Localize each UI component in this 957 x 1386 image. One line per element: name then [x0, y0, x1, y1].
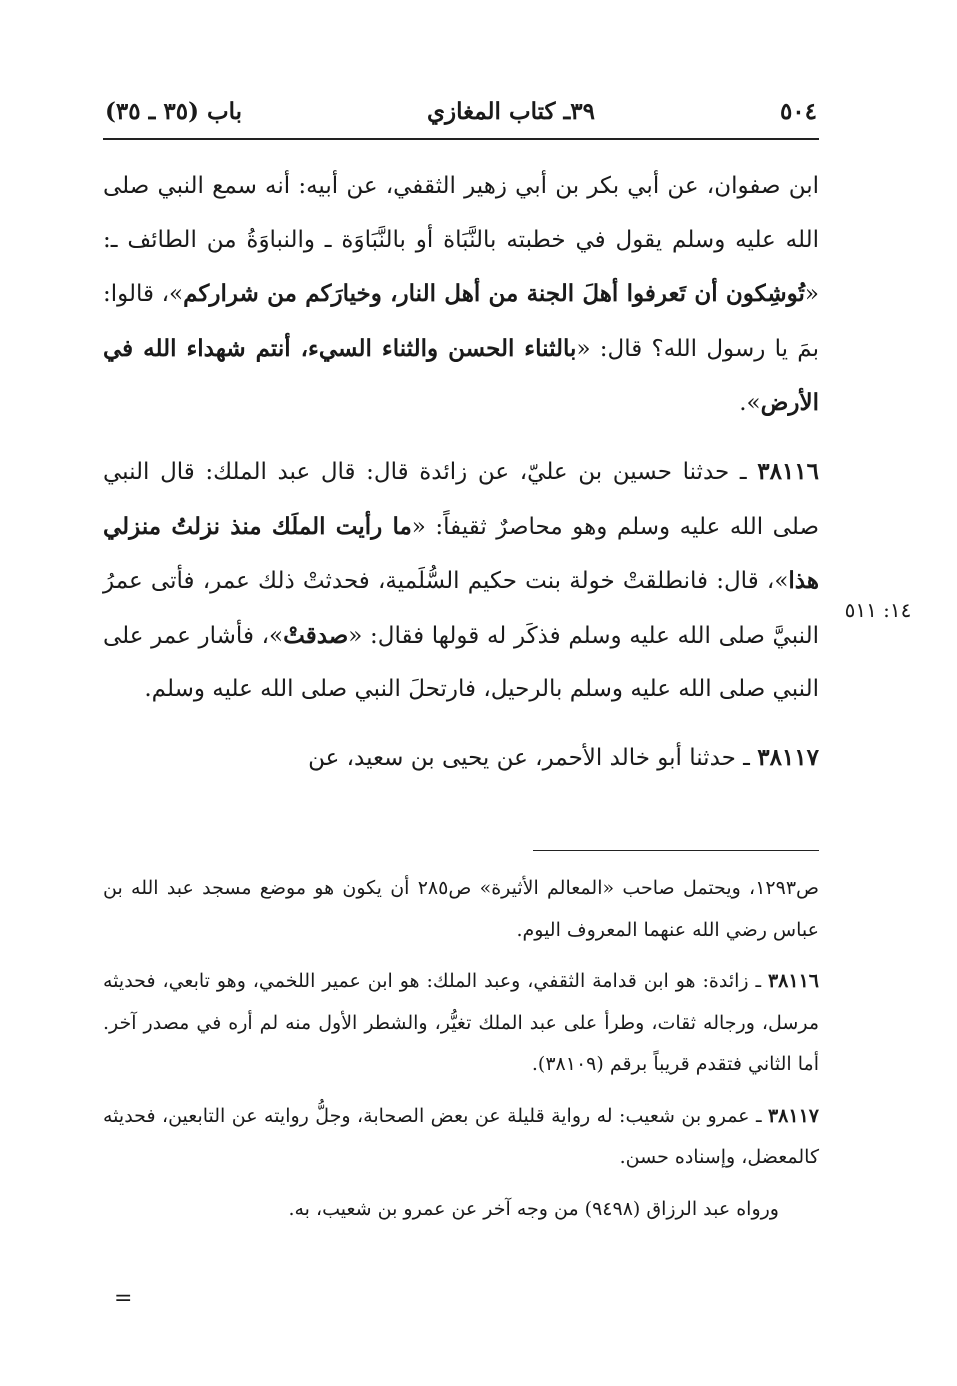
- prophetic-quote: صدقتْ: [283, 621, 349, 649]
- running-header: [105, 88, 817, 134]
- footnote: [103, 1096, 819, 1179]
- prophetic-quote: ما رأيت الملَك منذ نزلتُ منزلي هذا: [103, 512, 819, 595]
- footnote: [103, 961, 819, 1086]
- text-run: »، قال: فانطلقتْ خولة بنت حكيم السُّلَمية، فحدثتْ ذلك عمر، فأتى عمرُ النبيَّ صلى الله عليه وسلم فذكَر له قولها فقال: «: [103, 568, 819, 649]
- prophetic-quote: تُوشِكون أن تَعرفوا أهلَ الجنة من أهل النار، وخيارَكم من شراركم: [183, 280, 805, 308]
- text-run: »، فأشار عمر على النبي صلى الله عليه وسلم بالرحيل، فارتحلَ النبي صلى الله عليه وسلم.: [103, 622, 819, 703]
- footnote-number: ٣٨١١٦: [767, 970, 819, 992]
- text-run: ـ حدثنا حسين بن عليّ، عن زائدة قال: قال عبد الملك: قال النبي صلى الله عليه وسلم وهو محاصرٌ ثقيفاً: «: [103, 458, 819, 540]
- chapter-reference: باب (٣٥ ـ ٣٥): [105, 97, 243, 125]
- header-rule: [103, 138, 819, 140]
- margin-volume-page-ref: ١٤: ٥١١: [844, 598, 912, 622]
- hadith-number: ٣٨١١٧: [757, 743, 819, 771]
- footnote-number: ٣٨١١٧: [767, 1104, 819, 1127]
- footnote: ورواه عبد الرزاق (٩٤٩٨) من وجه آخر عن عمرو بن شعيب، به.: [288, 1197, 779, 1220]
- book-title: ٣٩ـ كتاب المغازي: [427, 97, 595, 125]
- footnote-rule: [533, 850, 819, 851]
- text-run: ابن صفوان، عن أبي بكر بن أبي زهير الثقفي، عن أبيه: أنه سمع النبي صلى الله عليه وسلم يقول في خطبته بالنَّبَاة أو بالنَّبَاوَة ـ والنباوَةُ من الطائف ـ: «: [103, 173, 819, 308]
- prophetic-quote: بالثناء الحسن والثناء السيء، أنتم شهداء الله في الأرض: [103, 334, 819, 417]
- text-run: ».: [739, 390, 761, 417]
- hadith-number: ٣٨١١٦: [757, 457, 819, 485]
- text-run: ـ عمرو بن شعيب: له رواية قليلة عن بعض الصحابة، وجلُّ روايته عن التابعين، فحديثه كالمعضل، وإسناده حسن.: [103, 1104, 819, 1168]
- footnotes: [103, 868, 819, 1230]
- hadith-paragraph: [103, 731, 819, 786]
- hadith-paragraph: [103, 445, 819, 717]
- hadith-paragraph: [103, 160, 819, 431]
- continuation-mark: =: [114, 1286, 133, 1311]
- page-number: ٥٠٤: [779, 97, 817, 125]
- text-run: ـ حدثنا أبو خالد الأحمر، عن يحيى بن سعيد، عن: [308, 744, 758, 771]
- text-run: ـ زائدة: هو ابن قدامة الثقفي، وعبد الملك: هو ابن عمير اللخمي، وهو تابعي، فحديثه مرسل، ورجاله ثقات، وطرأ على عبد الملك تغيُّر، والشطر الأول منه لم أره في مصدر آخر. أما الثاني فتقدم قريباً برقم (٣٨١٠٩).: [103, 970, 819, 1075]
- main-text: [103, 160, 819, 786]
- footnote: ص١٢٩٣، ويحتمل صاحب «المعالم الأثيرة» ص٢٨٥ أن يكون هو موضع مسجد عبد الله بن عباس رضي الله عنهما المعروف اليوم.: [103, 877, 820, 941]
- text-run: »، قالوا: بمَ يا رسول الله؟ قال: «: [103, 281, 819, 362]
